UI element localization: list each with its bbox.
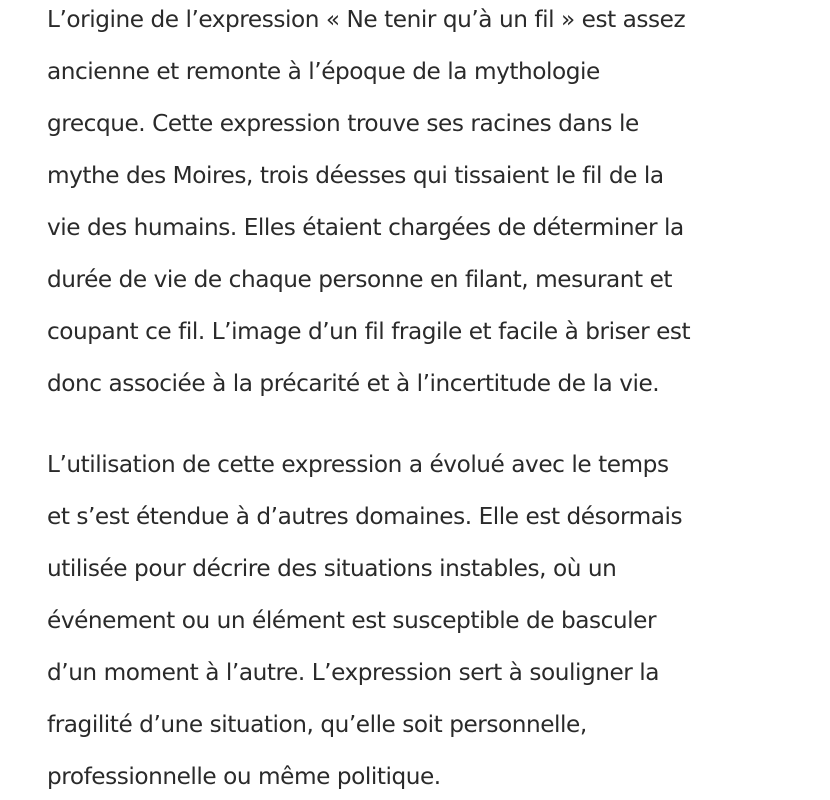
paragraph-origin	[47, 0, 690, 410]
text-line: d’un moment à l’autre. L’expression sert à souligner la	[47, 659, 660, 686]
text-line: vie des humains. Elles étaient chargées de déterminer la	[47, 214, 684, 241]
text-line: événement ou un élément est susceptible de basculer	[47, 607, 657, 634]
text-line: et s’est étendue à d’autres domaines. Elle est désormais	[47, 503, 683, 530]
text-line: grecque. Cette expression trouve ses racines dans le	[47, 110, 639, 137]
text-line: L’origine de l’expression « Ne tenir qu’à un fil » est assez	[47, 6, 686, 33]
text-line: durée de vie de chaque personne en filant, mesurant et	[47, 266, 673, 293]
text-line: donc associée à la précarité et à l’incertitude de la vie.	[47, 370, 660, 397]
text-line: coupant ce fil. L’image d’un fil fragile et facile à briser est	[47, 318, 691, 345]
text-line: fragilité d’une situation, qu’elle soit personnelle,	[47, 711, 587, 738]
text-line: professionnelle ou même politique.	[47, 763, 441, 790]
paragraph-usage	[47, 439, 682, 800]
text-line: L’utilisation de cette expression a évolué avec le temps	[47, 451, 669, 478]
text-line: utilisée pour décrire des situations instables, où un	[47, 555, 617, 582]
text-line: mythe des Moires, trois déesses qui tissaient le fil de la	[47, 162, 664, 189]
text-line: ancienne et remonte à l’époque de la mythologie	[47, 58, 600, 85]
